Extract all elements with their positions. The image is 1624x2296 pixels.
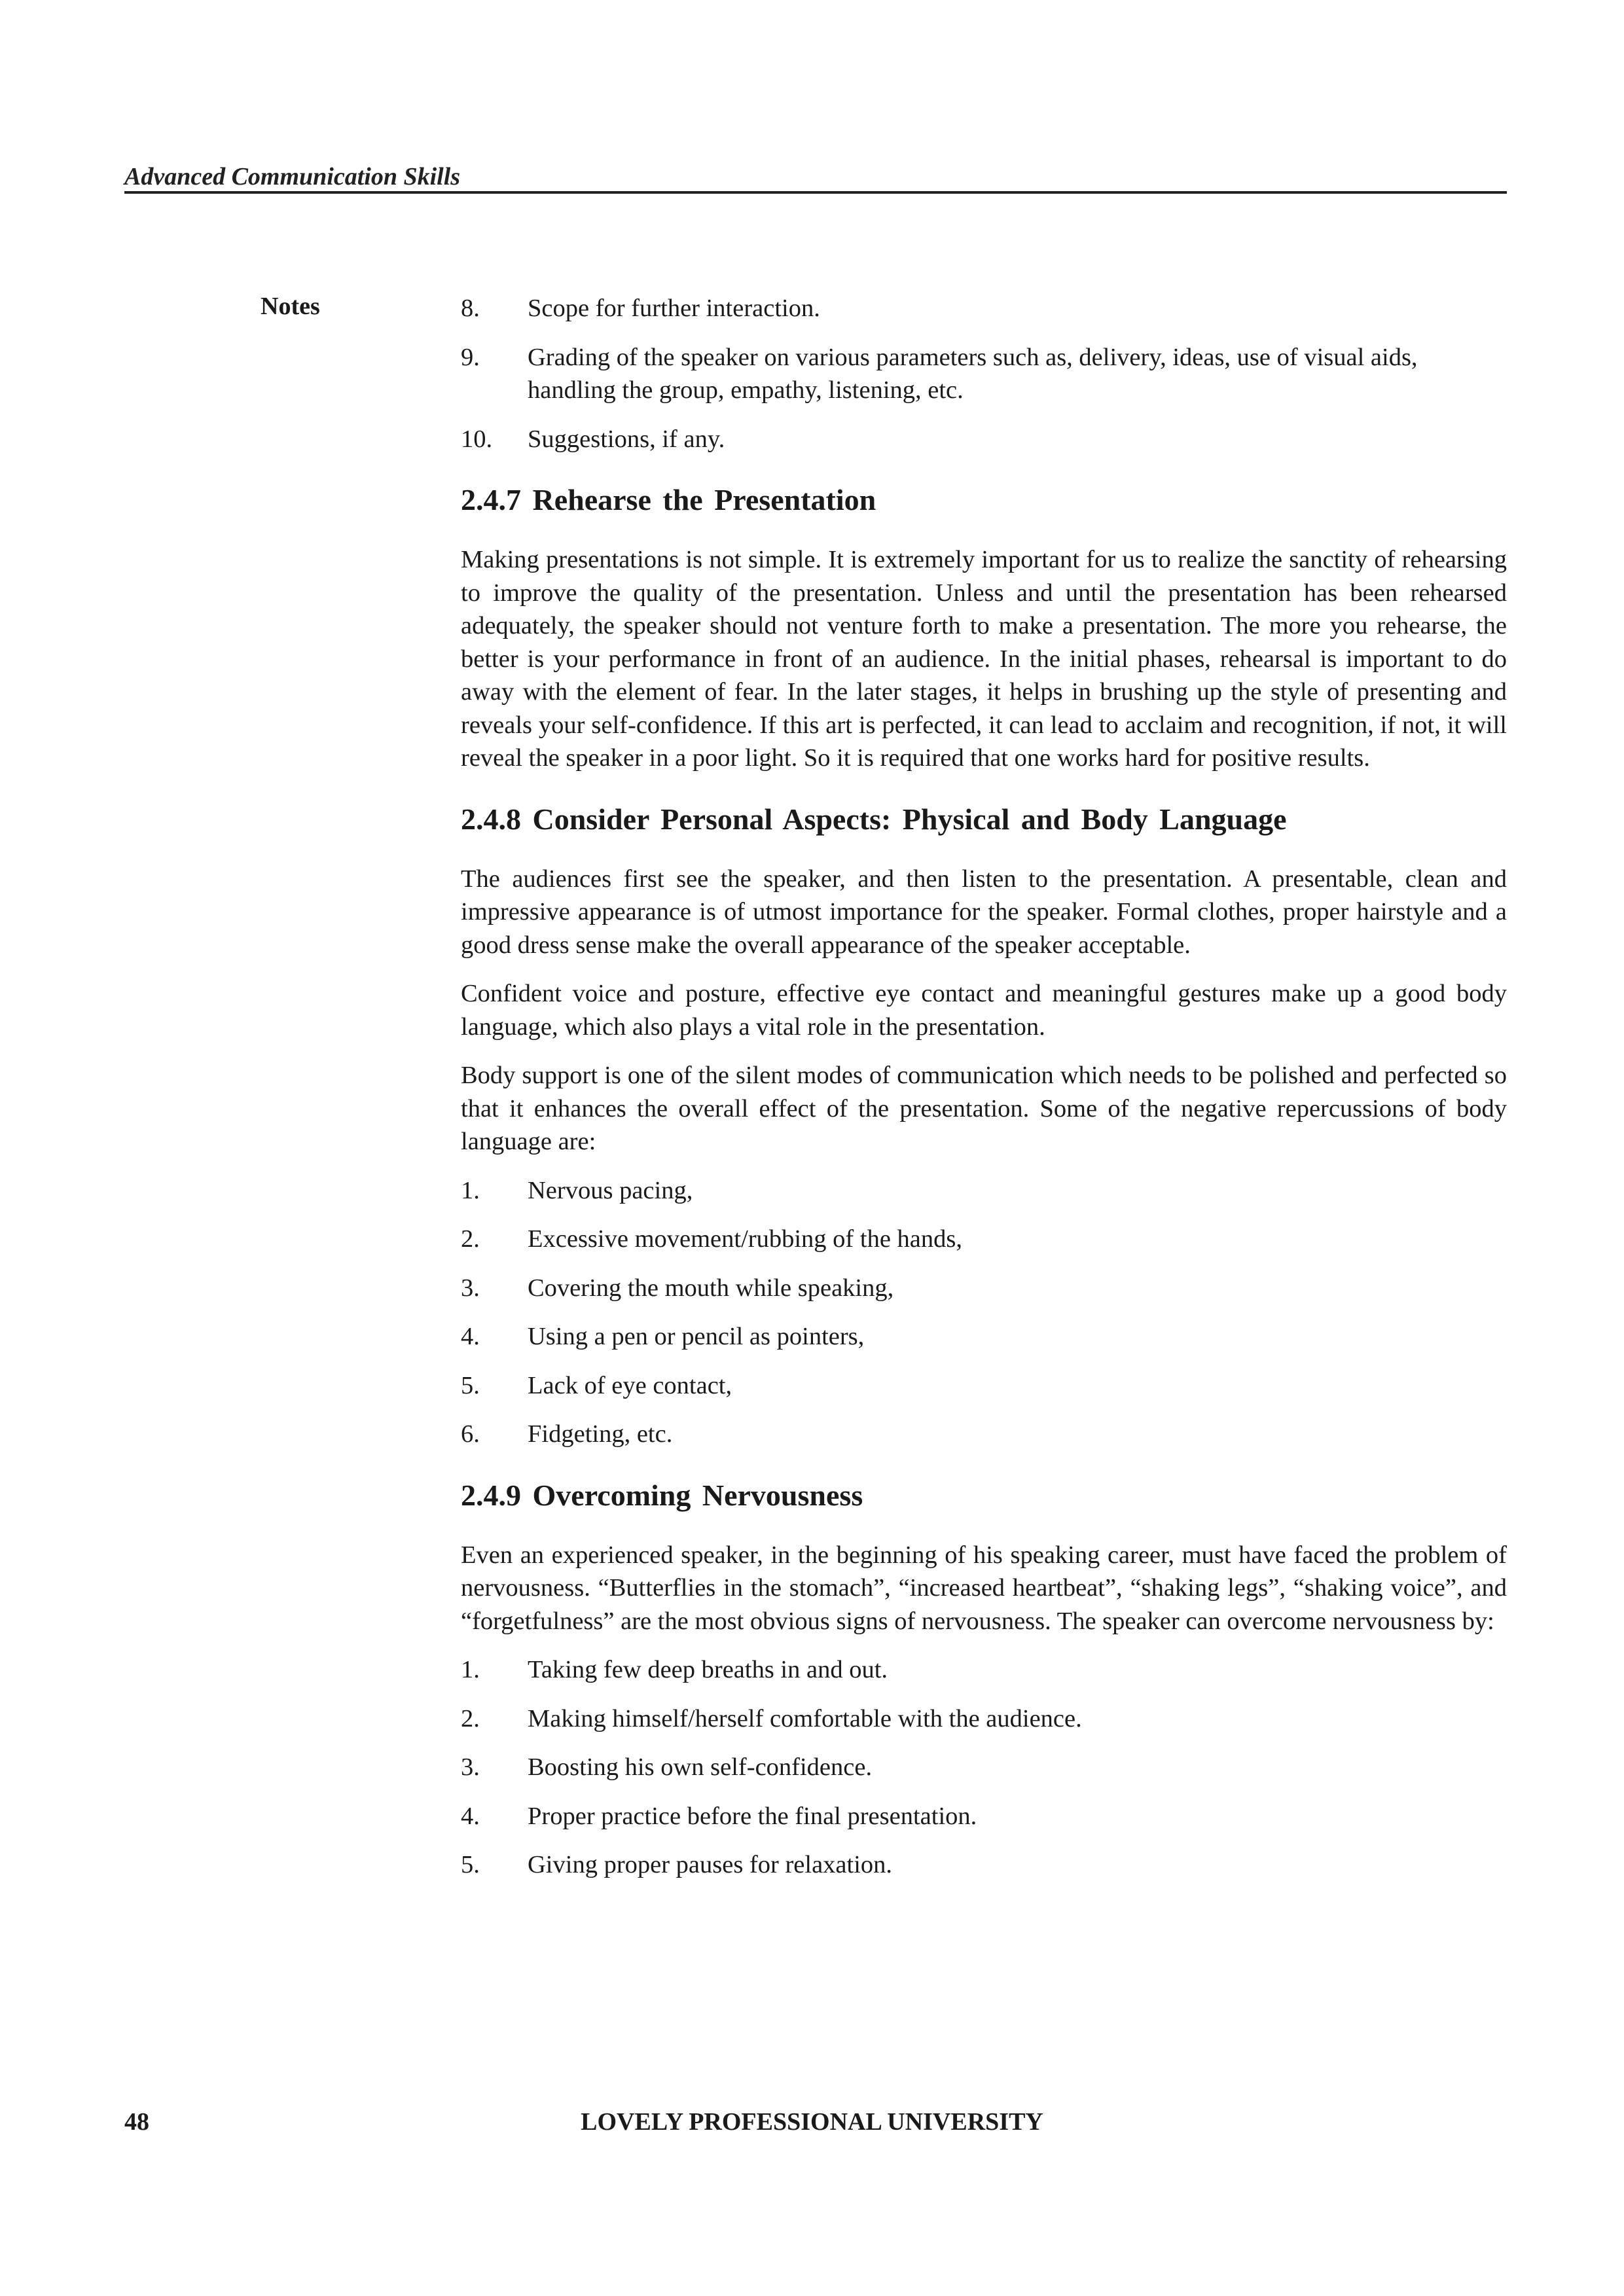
section-heading-2-4-8: 2.4.8 Consider Personal Aspects: Physical and Body Language [461, 802, 1287, 836]
list-item-number: 9. [461, 343, 480, 371]
list-item-number: 5. [461, 1851, 480, 1878]
notes-margin-label: Notes [261, 293, 320, 320]
list-item [461, 1702, 1507, 1736]
list-item-number: 4. [461, 1323, 480, 1350]
list-continued [461, 292, 1507, 456]
list-item-number: 3. [461, 1274, 480, 1302]
list-item [461, 1272, 1507, 1305]
header-rule [124, 191, 1507, 194]
section-paragraph: The audiences first see the speaker, and then listen to the presentation. A presentable, clean and impressive appearance is of utmost importance for the speaker. Formal clothes, proper hairstyle and a good dress sense make the overall appearance of the speaker acceptable. [461, 865, 1507, 959]
list-item [461, 1369, 1507, 1403]
list-item-number: 2. [461, 1704, 480, 1732]
body-language-list [461, 1174, 1507, 1451]
list-item-text: Covering the mouth while speaking, [528, 1274, 894, 1302]
list-item [461, 341, 1507, 407]
list-item-text: Taking few deep breaths in and out. [528, 1656, 888, 1683]
section-paragraph: Even an experienced speaker, in the beginning of his speaking career, must have faced the problem of nervousness. “Butterflies in the stomach”, “increased heartbeat”, “shaking legs”, “shaking voice”, and “forgetfulness” are the most obvious signs of nervousness. The speaker can overcome nervousness by: [461, 1541, 1507, 1635]
section-paragraph: Confident voice and posture, effective eye contact and meaningful gestures make up a good body language, which also plays a vital role in the presentation. [461, 980, 1507, 1041]
list-item-text: Boosting his own self-confidence. [528, 1753, 873, 1781]
list-item-text: Fidgeting, etc. [528, 1420, 673, 1448]
list-item-number: 10. [461, 425, 493, 453]
list-item [461, 1320, 1507, 1354]
list-item-text: Excessive movement/rubbing of the hands, [528, 1225, 962, 1253]
list-item [461, 1418, 1507, 1451]
list-item-number: 5. [461, 1371, 480, 1399]
list-item-number: 8. [461, 295, 480, 322]
list-item-text: Making himself/herself comfortable with the audience. [528, 1704, 1082, 1732]
list-item-number: 1. [461, 1656, 480, 1683]
list-item-text: Lack of eye contact, [528, 1371, 732, 1399]
running-header-title: Advanced Communication Skills [124, 163, 461, 190]
main-content [461, 292, 1507, 1897]
page-number: 48 [124, 2108, 149, 2136]
list-item-number: 3. [461, 1753, 480, 1781]
list-item-text: Grading of the speaker on various parameters such as, delivery, ideas, use of visual aids, handling the group, empathy, listening, etc. [528, 343, 1418, 404]
list-item-text: Suggestions, if any. [528, 425, 725, 453]
footer-university: LOVELY PROFESSIONAL UNIVERSITY [581, 2108, 1043, 2136]
section-heading-2-4-9: 2.4.9 Overcoming Nervousness [461, 1478, 863, 1512]
list-item-number: 4. [461, 1802, 480, 1830]
section-paragraph: Making presentations is not simple. It is extremely important for us to realize the sanctity of rehearsing to improve the quality of the presentation. Unless and until the presentation has been rehearsed adequately, the speaker should not venture forth to make a presentation. The more you rehearse, the better is your performance in front of an audience. In the initial phases, rehearsal is important to do away with the element of fear. In the later stages, it helps in brushing up the style of presenting and reveals your self-confidence. If this art is perfected, it can lead to acclaim and recognition, if not, it will reveal the speaker in a poor light. So it is required that one works hard for positive results. [461, 546, 1507, 772]
list-item [461, 423, 1507, 456]
nervousness-list [461, 1653, 1507, 1882]
list-item [461, 292, 1507, 325]
list-item-text: Proper practice before the final presentation. [528, 1802, 977, 1830]
list-item-number: 1. [461, 1176, 480, 1204]
list-item-text: Using a pen or pencil as pointers, [528, 1323, 865, 1350]
list-item [461, 1848, 1507, 1882]
section-heading-2-4-7: 2.4.7 Rehearse the Presentation [461, 483, 876, 516]
list-item [461, 1800, 1507, 1833]
list-item-text: Giving proper pauses for relaxation. [528, 1851, 893, 1878]
list-item [461, 1223, 1507, 1256]
list-item-number: 2. [461, 1225, 480, 1253]
list-item [461, 1653, 1507, 1687]
section-paragraph: Body support is one of the silent modes of communication which needs to be polished and perfected so that it enhances the overall effect of the presentation. Some of the negative repercussions of body language are: [461, 1062, 1507, 1155]
list-item-text: Scope for further interaction. [528, 295, 820, 322]
list-item [461, 1174, 1507, 1208]
list-item-text: Nervous pacing, [528, 1176, 693, 1204]
list-item [461, 1751, 1507, 1784]
list-item-number: 6. [461, 1420, 480, 1448]
